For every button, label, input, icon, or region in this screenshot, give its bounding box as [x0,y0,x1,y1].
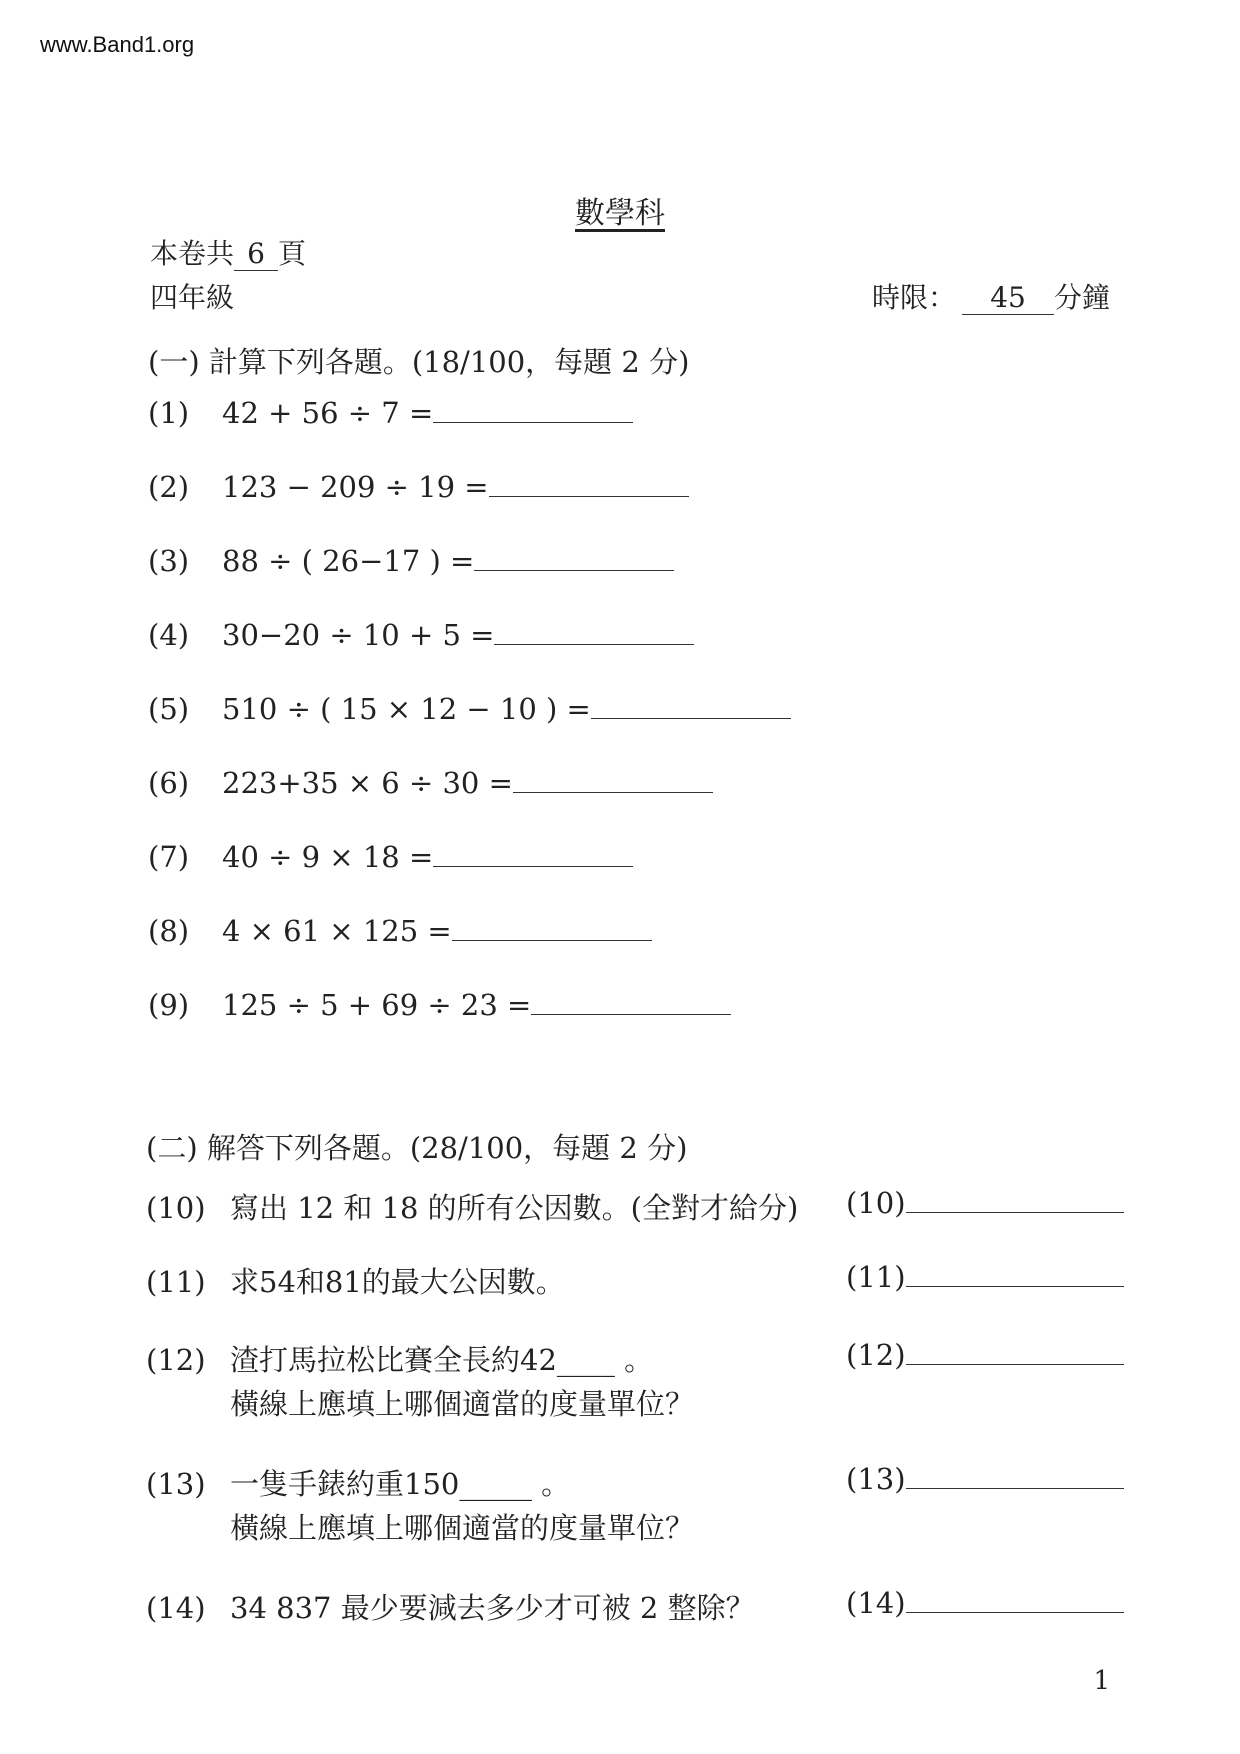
answer-blank[interactable] [906,1260,1124,1287]
answer-label: (13) [846,1462,906,1496]
word-question [146,1338,653,1379]
question-text: 渣打馬拉松比賽全長約42____ 。 [230,1343,654,1377]
answer-blank[interactable] [494,618,694,645]
grade-label: 四年級 [150,281,235,314]
page-number: 1 [1093,1666,1110,1696]
question-subtext: 橫線上應填上哪個適當的度量單位？ [230,1387,695,1421]
watermark-url: www.Band1.org [40,32,195,57]
question-number: (2) [148,470,190,504]
answer-blank[interactable] [452,914,652,941]
answer-slot [846,1462,1124,1496]
question-number: (14) [146,1591,206,1625]
answer-blank[interactable] [474,544,674,571]
question-number: (1) [148,396,190,430]
word-question [146,1462,570,1503]
question-expression: 125 ÷ 5 + 69 ÷ 23 = [222,988,532,1022]
question-number: (6) [148,766,190,800]
section1-heading: (一) 計算下列各題。(18/100，每題 2 分) [148,345,690,379]
question-expression: 40 ÷ 9 × 18 = [222,840,434,874]
question-text: 求54和81的最大公因數。 [230,1265,565,1299]
answer-blank[interactable] [513,766,713,793]
answer-blank[interactable] [433,840,633,867]
calc-question [148,840,633,874]
answer-label: (10) [846,1186,906,1220]
question-expression: 30−20 ÷ 10 + 5 = [222,618,495,652]
calc-question [148,396,633,430]
question-number: (7) [148,840,190,874]
question-number: (11) [146,1265,206,1299]
time-limit-unit: 分鐘 [1054,281,1111,314]
question-number: (13) [146,1467,206,1501]
answer-label: (12) [846,1338,906,1372]
question-subtext: 橫線上應填上哪個適當的度量單位？ [230,1511,695,1545]
word-question [146,1186,798,1227]
question-number: (8) [148,914,190,948]
page-count-value: 6 [234,237,278,271]
question-expression: 88 ÷ ( 26−17 ) = [222,544,475,578]
time-limit-label: 時限： [872,281,957,314]
section2-heading: (二) 解答下列各題。(28/100，每題 2 分) [146,1131,688,1165]
calc-question [148,766,713,800]
question-expression: 4 × 61 × 125 = [222,914,452,948]
question-expression: 223+35 × 6 ÷ 30 = [222,766,513,800]
word-question [146,1260,565,1301]
answer-blank[interactable] [906,1186,1124,1213]
answer-label: (11) [846,1260,906,1294]
page-count [150,232,306,272]
answer-label: (14) [846,1586,906,1620]
question-number: (9) [148,988,190,1022]
answer-blank[interactable] [489,470,689,497]
question-text: 34 837 最少要減去多少才可被 2 整除？ [230,1591,755,1625]
page-count-prefix: 本卷共 [150,237,235,270]
calc-question [148,618,694,652]
page-title [0,188,1240,232]
question-expression: 42 + 56 ÷ 7 = [222,396,434,430]
answer-blank[interactable] [531,988,731,1015]
question-number: (3) [148,544,190,578]
question-expression: 510 ÷ ( 15 × 12 − 10 ) = [222,692,591,726]
question-number: (5) [148,692,190,726]
question-number: (10) [146,1191,206,1225]
calc-question [148,544,674,578]
question-text: 寫出 12 和 18 的所有公因數。(全對才給分) [230,1191,799,1225]
calc-question [148,988,731,1022]
time-limit-value: 45 [962,281,1054,315]
answer-blank[interactable] [906,1462,1124,1489]
answer-blank[interactable] [906,1338,1124,1365]
page-count-suffix: 頁 [278,237,307,270]
answer-slot [846,1338,1124,1372]
question-text: 一隻手錶約重150_____ 。 [230,1467,571,1501]
answer-blank[interactable] [906,1586,1124,1613]
word-question [146,1586,755,1627]
answer-slot [846,1186,1124,1220]
answer-slot [846,1260,1124,1294]
calc-question [148,470,689,504]
calc-question [148,692,791,726]
question-number: (4) [148,618,190,652]
answer-blank[interactable] [591,692,791,719]
calc-question [148,914,652,948]
time-limit [872,276,1110,316]
question-number: (12) [146,1343,206,1377]
title-text: 數學科 [575,196,665,231]
question-expression: 123 − 209 ÷ 19 = [222,470,489,504]
answer-slot [846,1586,1124,1620]
answer-blank[interactable] [433,396,633,423]
